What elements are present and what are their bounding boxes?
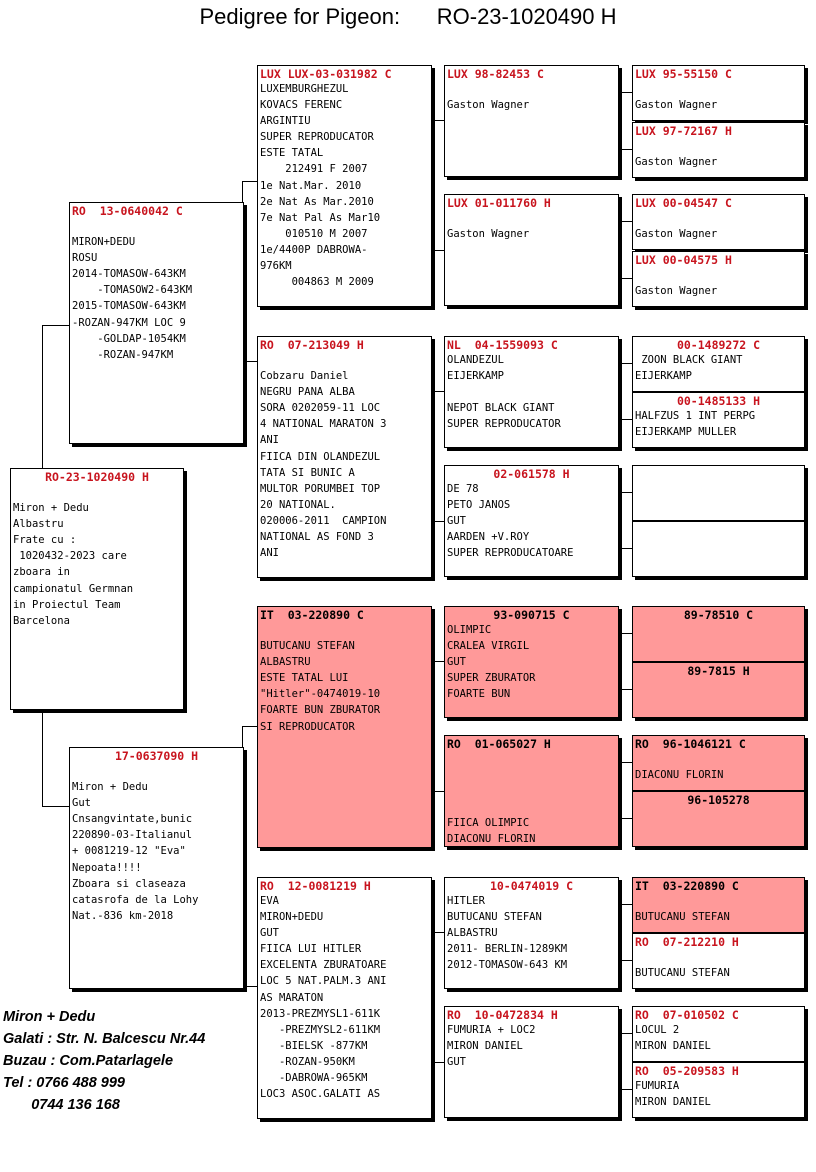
- connector-line: [242, 986, 257, 987]
- detail-line: NATIONAL AS FOND 3: [260, 531, 374, 544]
- detail-line: FOARTE BUN ZBURATOR: [260, 704, 381, 717]
- detail-line: HITLER: [447, 895, 485, 907]
- detail-line: + 0081219-12 "Eva": [72, 845, 186, 858]
- detail-line: NEGRU PANA ALBA: [260, 386, 355, 399]
- ring-number: LUX 98-82453 C: [447, 67, 544, 81]
- detail-line: [635, 81, 804, 97]
- detail-line: Barcelona: [13, 614, 70, 627]
- pigeon-details: [633, 138, 804, 170]
- ring-number: NL 04-1559093 C: [447, 338, 558, 352]
- connector-line: [42, 325, 43, 468]
- ring-number: LUX 97-72167 H: [635, 124, 732, 138]
- detail-line: GUT: [447, 1056, 466, 1069]
- pigeon-details: [633, 893, 804, 925]
- detail-line: Miron + Dedu: [13, 502, 89, 515]
- ring-number: 10-0474019 C: [489, 879, 574, 893]
- connector-line: [617, 363, 632, 364]
- detail-line: MIRON DANIEL: [635, 1040, 711, 1053]
- detail-line: LOCUL 2: [635, 1024, 680, 1036]
- pigeon-details: [258, 893, 431, 1102]
- detail-line: -ROZAN-947KM LOC 9: [72, 316, 186, 329]
- detail-line: SUPER REPRODUCATOARE: [447, 547, 574, 560]
- connector-line: [430, 791, 444, 792]
- detail-line: SUPER REPRODUCATOR: [447, 418, 561, 431]
- detail-line: AS MARATON: [260, 991, 324, 1004]
- detail-line: Tel : 0766 488 999: [3, 1075, 125, 1091]
- connector-line: [617, 92, 632, 93]
- gen4-card-14: [632, 933, 805, 989]
- pigeon-details: [445, 622, 618, 702]
- pigeon-details: [445, 751, 618, 847]
- pigeon-details: [258, 81, 431, 290]
- gen4-card-3: [632, 194, 805, 250]
- detail-line: 4 NATIONAL MARATON 3: [260, 418, 387, 431]
- connector-line: [617, 960, 632, 961]
- gen3-card-1: [444, 65, 619, 177]
- ring-number: RO 10-0472834 H: [447, 1008, 558, 1022]
- detail-line: Nat.-836 km-2018: [72, 909, 174, 922]
- detail-line: [447, 384, 618, 400]
- detail-line: Cobzaru Daniel: [260, 370, 349, 383]
- detail-line: Frate cu :: [13, 534, 77, 547]
- ring-number: LUX 00-04575 H: [635, 253, 732, 267]
- detail-line: CRALEA VIRGIL: [447, 640, 530, 653]
- detail-line: 1e Nat.Mar. 2010: [260, 179, 362, 192]
- gen4-card-4: [632, 251, 805, 307]
- gen4-card-6: [632, 392, 805, 448]
- page-title: Pedigree for Pigeon: RO-23-1020490 H: [199, 4, 617, 29]
- detail-line: OLANDEZUL: [447, 354, 504, 366]
- ring-number: RO 07-213049 H: [260, 338, 364, 352]
- detail-line: [72, 218, 243, 234]
- detail-line: EIJERKAMP: [635, 370, 692, 383]
- connector-line: [430, 250, 444, 251]
- ring-number: RO 12-0081219 H: [260, 879, 371, 893]
- detail-line: -PREZMYSL2-611KM: [260, 1023, 381, 1036]
- detail-line: GUT: [447, 656, 466, 669]
- connector-line: [430, 661, 444, 662]
- detail-line: 020006-2011 CAMPION: [260, 514, 387, 527]
- ring-number: 89-7815 H: [687, 664, 750, 678]
- detail-line: [447, 767, 618, 783]
- detail-line: LOC 5 NAT.PALM.3 ANI: [260, 975, 387, 988]
- detail-line: 220890-03-Italianul: [72, 829, 193, 842]
- connector-line: [617, 278, 632, 279]
- detail-line: 7e Nat Pal As Mar10: [260, 211, 381, 224]
- ring-number: LUX 01-011760 H: [447, 196, 551, 210]
- detail-line: MIRON+DEDU: [72, 236, 136, 249]
- detail-line: GUT: [447, 515, 466, 528]
- gen4-card-9: [632, 606, 805, 662]
- detail-line: Gaston Wagner: [635, 99, 718, 112]
- connector-line: [242, 181, 257, 182]
- ring-number: LUX 95-55150 C: [635, 67, 732, 81]
- grandsire-maternal-card: [257, 606, 432, 848]
- detail-line: ESTE TATAL LUI: [260, 672, 349, 685]
- detail-line: ESTE TATAL: [260, 147, 324, 160]
- detail-line: Gaston Wagner: [447, 99, 530, 112]
- connector-line: [242, 361, 257, 362]
- detail-line: Cnsangvintate,bunic: [72, 813, 193, 826]
- detail-line: [260, 352, 431, 368]
- pigeon-details: [445, 210, 618, 242]
- detail-line: BUTUCANU STEFAN: [635, 967, 730, 980]
- gen3-card-2: [444, 194, 619, 306]
- detail-line: BUTUCANU STEFAN: [260, 640, 355, 653]
- pigeon-details: [633, 408, 804, 440]
- detail-line: in Proiectul Team: [13, 598, 121, 611]
- detail-line: DE 78: [447, 483, 479, 495]
- subject-details: [11, 484, 183, 629]
- connector-line: [242, 726, 257, 727]
- gen4-card-16: [632, 1062, 805, 1118]
- detail-line: 2013-PREZMYSL1-611K: [260, 1007, 381, 1020]
- ring-number: 02-061578 H: [493, 467, 570, 481]
- detail-line: [635, 267, 804, 283]
- gen4-card-13: [632, 877, 805, 933]
- ring-number: RO 96-1046121 C: [635, 737, 746, 751]
- detail-line: -ROZAN-947KM: [72, 348, 174, 361]
- detail-line: ARGINTIU: [260, 115, 311, 128]
- detail-line: OLIMPIC: [447, 624, 492, 636]
- subject-pigeon-card: [10, 468, 184, 710]
- detail-line: catasrofa de la Lohy: [72, 893, 199, 906]
- detail-line: MULTOR PORUMBEI TOP: [260, 482, 381, 495]
- connector-line: [430, 521, 444, 522]
- pigeon-details: [633, 949, 804, 981]
- detail-line: EXCELENTA ZBURATOARE: [260, 959, 387, 972]
- gen3-card-7: [444, 877, 619, 989]
- detail-line: DIACONU FLORIN: [447, 833, 536, 846]
- detail-line: Nepoata!!!!: [72, 861, 142, 874]
- detail-line: 1e/4400P DABROWA-: [260, 243, 368, 256]
- detail-line: ANI: [260, 434, 279, 447]
- detail-line: Albastru: [13, 518, 64, 531]
- ring-number: RO 01-065027 H: [447, 737, 551, 751]
- detail-line: Gaston Wagner: [635, 285, 718, 298]
- detail-line: LUXEMBURGHEZUL: [260, 83, 349, 95]
- detail-line: SORA 0202059-11 LOC: [260, 402, 381, 415]
- detail-line: 2014-TOMASOW-643KM: [72, 268, 186, 281]
- ring-number: IT 03-220890 C: [635, 879, 739, 893]
- detail-line: 976KM: [260, 260, 292, 273]
- granddam-maternal-card: [257, 877, 432, 1119]
- detail-line: NEPOT BLACK GIANT: [447, 402, 555, 415]
- detail-line: [447, 799, 618, 815]
- detail-line: FIICA LUI HITLER: [260, 943, 362, 956]
- detail-line: [635, 210, 804, 226]
- ring-number: [633, 522, 804, 523]
- dam-ring-number: 17-0637090 H: [114, 749, 199, 763]
- connector-line: [617, 633, 632, 634]
- ring-number: RO 07-212210 H: [635, 935, 739, 949]
- connector-line: [617, 1089, 632, 1090]
- ring-number: RO 07-010502 C: [635, 1008, 739, 1022]
- pigeon-details: [258, 352, 431, 561]
- connector-line: [617, 419, 632, 420]
- detail-line: "Hitler"-0474019-10: [260, 688, 381, 701]
- connector-line: [42, 806, 69, 807]
- detail-line: EIJERKAMP: [447, 370, 504, 383]
- detail-line: EIJERKAMP MULLER: [635, 426, 737, 439]
- detail-line: Miron + Dedu: [72, 781, 148, 794]
- detail-line: [447, 783, 618, 799]
- detail-line: FUMURIA: [635, 1080, 680, 1092]
- pigeon-details: [445, 81, 618, 113]
- connector-line: [617, 492, 632, 493]
- detail-line: SUPER ZBURATOR: [447, 672, 536, 685]
- detail-line: TATA SI BUNIC A: [260, 466, 355, 479]
- detail-line: -ROZAN-950KM: [260, 1055, 355, 1068]
- detail-line: Galati : Str. N. Balcescu Nr.44: [3, 1031, 206, 1047]
- ring-number: LUX 00-04547 C: [635, 196, 732, 210]
- detail-line: 2012-TOMASOW-643 KM: [447, 959, 568, 972]
- ring-number: LUX LUX-03-031982 C: [260, 67, 392, 81]
- detail-line: ZOON BLACK GIANT: [635, 354, 743, 366]
- ring-number: [633, 466, 804, 467]
- gen3-card-8: [444, 1006, 619, 1118]
- sire-ring-number: RO 13-0640042 C: [72, 204, 183, 218]
- detail-line: [13, 484, 183, 500]
- detail-line: 0744 136 168: [3, 1097, 120, 1113]
- gen4-card-8: [632, 521, 805, 577]
- dam-details: [70, 763, 243, 924]
- detail-line: Gaston Wagner: [635, 228, 718, 241]
- detail-line: FIICA DIN OLANDEZUL: [260, 450, 381, 463]
- gen3-card-3: [444, 336, 619, 448]
- dam-card: [69, 747, 244, 989]
- detail-line: 2e Nat As Mar.2010: [260, 195, 374, 208]
- detail-line: FIICA OLIMPIC: [447, 817, 530, 830]
- detail-line: 1020432-2023 care: [13, 550, 127, 563]
- detail-line: AARDEN +V.ROY: [447, 531, 530, 544]
- connector-line: [617, 904, 632, 905]
- detail-line: -GOLDAP-1054KM: [72, 332, 186, 345]
- detail-line: HALFZUS 1 INT PERPG: [635, 410, 756, 422]
- detail-line: EVA: [260, 895, 279, 907]
- detail-line: ALBASTRU: [447, 927, 498, 940]
- detail-line: -TOMASOW2-643KM: [72, 284, 193, 297]
- gen3-card-5: [444, 606, 619, 718]
- detail-line: Buzau : Com.Patarlagele: [3, 1053, 174, 1069]
- detail-line: 2015-TOMASOW-643KM: [72, 300, 186, 313]
- gen4-card-1: [632, 65, 805, 121]
- pigeon-details: [633, 352, 804, 384]
- gen4-card-10: [632, 662, 805, 718]
- pigeon-details: [633, 751, 804, 783]
- detail-line: BUTUCANU STEFAN: [447, 911, 542, 924]
- connector-line: [42, 325, 69, 326]
- ring-number: 89-78510 C: [683, 608, 754, 622]
- sire-details: [70, 218, 243, 363]
- subject-ring-number: RO-23-1020490 H: [45, 470, 149, 484]
- detail-line: 004863 M 2009: [260, 276, 374, 289]
- detail-line: DIACONU FLORIN: [635, 769, 724, 782]
- connector-line: [430, 120, 444, 121]
- detail-line: Gaston Wagner: [635, 156, 718, 169]
- grandsire-paternal-card: [257, 65, 432, 307]
- detail-line: Gut: [72, 797, 91, 810]
- detail-line: 212491 F 2007: [260, 163, 368, 176]
- breeder-contact: [3, 1006, 258, 1116]
- ring-number: IT 03-220890 C: [260, 608, 364, 622]
- pigeon-details: [445, 481, 618, 561]
- ring-number: 00-1489272 C: [676, 338, 761, 352]
- connector-line: [617, 1033, 632, 1034]
- pigeon-details: [445, 352, 618, 432]
- detail-line: ROSU: [72, 252, 98, 265]
- connector-line: [430, 391, 444, 392]
- pigeon-details: [445, 893, 618, 973]
- detail-line: zboara in: [13, 566, 70, 579]
- gen3-card-4: [444, 465, 619, 577]
- gen4-card-2: [632, 122, 805, 178]
- detail-line: GUT: [260, 927, 279, 940]
- detail-line: SUPER REPRODUCATOR: [260, 131, 374, 144]
- connector-line: [617, 149, 632, 150]
- pigeon-details: [445, 1022, 618, 1070]
- detail-line: ANI: [260, 547, 279, 560]
- pigeon-details: [258, 622, 431, 735]
- detail-line: 20 NATIONAL.: [260, 498, 336, 511]
- detail-line: Gaston Wagner: [447, 228, 530, 241]
- connector-line: [430, 932, 444, 933]
- detail-line: ALBASTRU: [260, 656, 311, 669]
- detail-line: PETO JANOS: [447, 499, 511, 512]
- detail-line: campionatul Germnan: [13, 582, 134, 595]
- pigeon-details: [633, 210, 804, 242]
- detail-line: [447, 210, 618, 226]
- sire-card: [69, 202, 244, 444]
- detail-line: [635, 751, 804, 767]
- pigeon-details: [633, 81, 804, 113]
- connector-line: [617, 762, 632, 763]
- detail-line: [635, 949, 804, 965]
- detail-line: -BIELSK -877KM: [260, 1039, 368, 1052]
- detail-line: MIRON DANIEL: [447, 1040, 523, 1053]
- ring-number: RO 05-209583 H: [635, 1064, 739, 1078]
- gen4-card-11: [632, 735, 805, 791]
- detail-line: [635, 138, 804, 154]
- connector-line: [617, 689, 632, 690]
- pigeon-details: [633, 1022, 804, 1054]
- detail-line: Zboara si claseaza: [72, 877, 186, 890]
- detail-line: [635, 893, 804, 909]
- detail-line: SI REPRODUCATOR: [260, 720, 355, 733]
- connector-line: [617, 548, 632, 549]
- detail-line: 2011- BERLIN-1289KM: [447, 943, 568, 956]
- detail-line: MIRON DANIEL: [635, 1096, 711, 1109]
- connector-line: [617, 221, 632, 222]
- detail-line: Miron + Dedu: [3, 1009, 96, 1025]
- detail-line: KOVACS FERENC: [260, 99, 343, 112]
- ring-number: 00-1485133 H: [676, 394, 761, 408]
- pigeon-details: [633, 267, 804, 299]
- detail-line: FOARTE BUN: [447, 688, 511, 701]
- detail-line: MIRON+DEDU: [260, 911, 324, 924]
- detail-line: 010510 M 2007: [260, 227, 368, 240]
- detail-line: [447, 81, 618, 97]
- granddam-paternal-card: [257, 336, 432, 578]
- pigeon-details: [633, 1078, 804, 1110]
- detail-line: LOC3 ASOC.GALATI AS: [260, 1088, 381, 1101]
- detail-line: [260, 622, 431, 638]
- gen4-card-5: [632, 336, 805, 392]
- connector-line: [42, 708, 43, 806]
- connector-line: [430, 1062, 444, 1063]
- detail-line: FUMURIA + LOC2: [447, 1024, 536, 1036]
- detail-line: BUTUCANU STEFAN: [635, 911, 730, 924]
- connector-line: [617, 818, 632, 819]
- ring-number: 93-090715 C: [493, 608, 570, 622]
- gen4-card-15: [632, 1006, 805, 1062]
- detail-line: [72, 763, 243, 779]
- gen4-card-7: [632, 465, 805, 521]
- gen4-card-12: [632, 791, 805, 847]
- gen3-card-6: [444, 735, 619, 847]
- ring-number: 96-105278: [687, 793, 750, 807]
- detail-line: [447, 751, 618, 767]
- detail-line: -DABROWA-965KM: [260, 1072, 368, 1085]
